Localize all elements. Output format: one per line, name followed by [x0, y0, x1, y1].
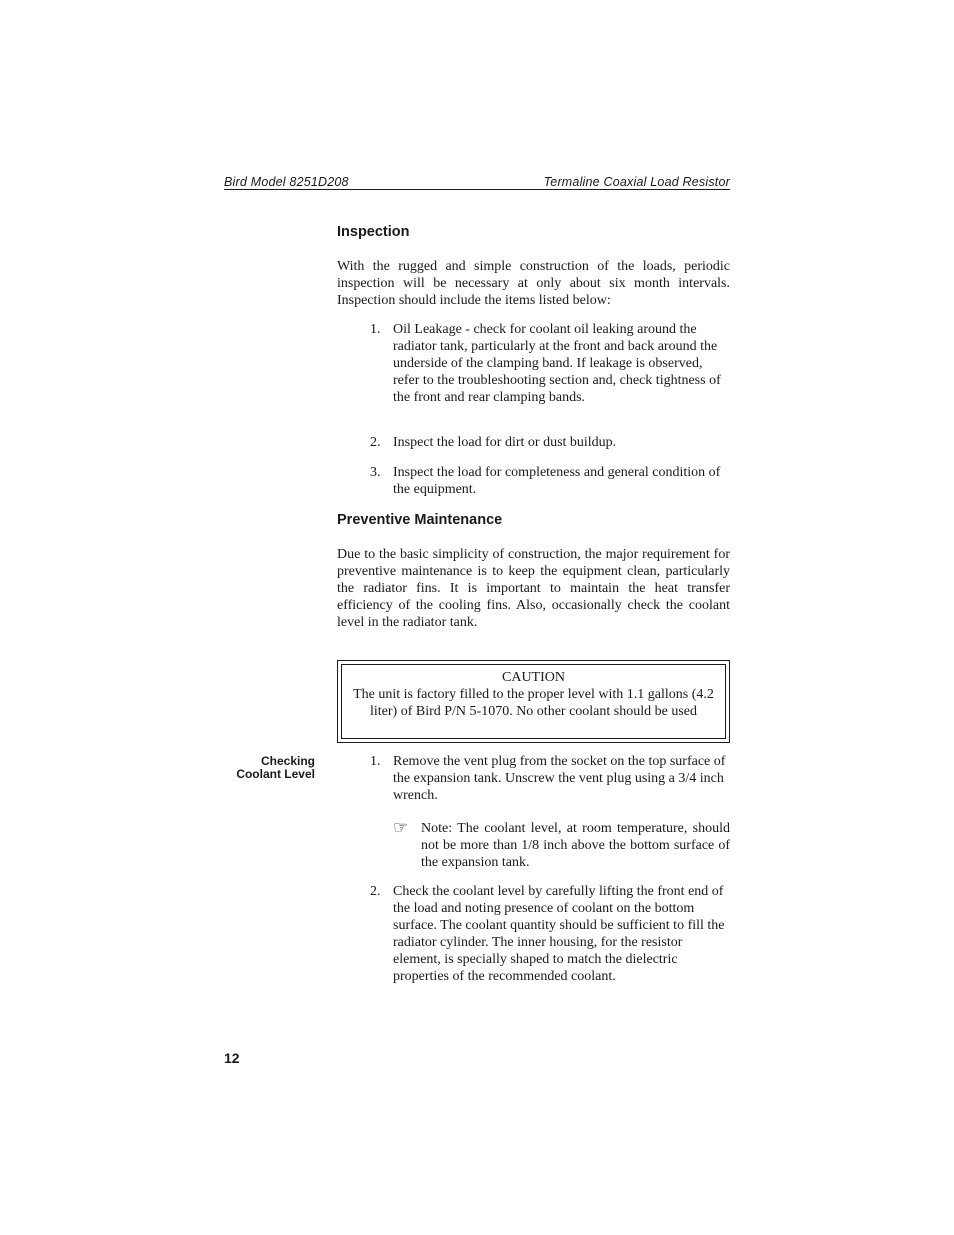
side-heading-line: Checking: [260, 754, 315, 768]
note-text: Note: The coolant level, at room temperature, should not be more than 1/8 inch above the bottom surface of the expansion tank.: [421, 821, 730, 870]
item-number: 3.: [370, 465, 381, 480]
item-text: Check the coolant level by carefully lifting the front end of the load and noting presence of coolant on the bottom surface. The coolant quantity should be sufficient to fill the radiator cylinder. The inner housing, for the resistor element, is specially shaped to match the dielectric properties of the recommended coolant.: [393, 884, 725, 984]
caution-text: The unit is factory filled to the proper level with 1.1 gallons (4.2 liter) of Bird P/N 5-1070. No other coolant should be used: [353, 687, 714, 719]
inspection-heading: Inspection: [337, 224, 410, 240]
running-header: [224, 175, 730, 190]
item-number: 2.: [370, 884, 381, 899]
item-number: 1.: [370, 754, 381, 769]
item-text: Remove the vent plug from the socket on the top surface of the expansion tank. Unscrew the vent plug using a 3/4 inch wrench.: [393, 754, 726, 803]
checking-coolant-level-heading: [200, 755, 315, 781]
header-model: Bird Model 8251D208: [224, 175, 349, 189]
preventive-maintenance-body: Due to the basic simplicity of construction, the major requirement for preventive maintenance is to keep the equipment clean, particularly the radiator fins. It is important to maintain the heat transfer efficiency of the cooling fins. Also, occasionally check the coolant level in the radiator tank.: [337, 547, 730, 630]
item-number: 1.: [370, 322, 381, 337]
item-text: Inspect the load for completeness and general condition of the equipment.: [393, 465, 721, 497]
side-heading-line: Coolant Level: [236, 767, 315, 781]
header-product: Termaline Coaxial Load Resistor: [543, 175, 730, 189]
caution-title: CAUTION: [502, 670, 565, 685]
item-text: Inspect the load for dirt or dust buildup.: [393, 435, 617, 450]
item-number: 2.: [370, 435, 381, 450]
preventive-maintenance-heading: Preventive Maintenance: [337, 512, 503, 528]
inspection-intro: With the rugged and simple construction of the loads, periodic inspection will be necessary at only about six month intervals. Inspection should include the items listed below:: [337, 259, 730, 308]
caution-inner-frame: [341, 664, 726, 739]
caution-box: [337, 660, 730, 743]
page-number: 12: [224, 1050, 240, 1066]
pointing-hand-icon: ☞: [393, 818, 409, 837]
item-text: Oil Leakage - check for coolant oil leaking around the radiator tank, particularly at the front and back around the underside of the clamping band. If leakage is observed, refer to the troubleshooting section and, check tightness of the front and rear clamping bands.: [393, 322, 721, 405]
